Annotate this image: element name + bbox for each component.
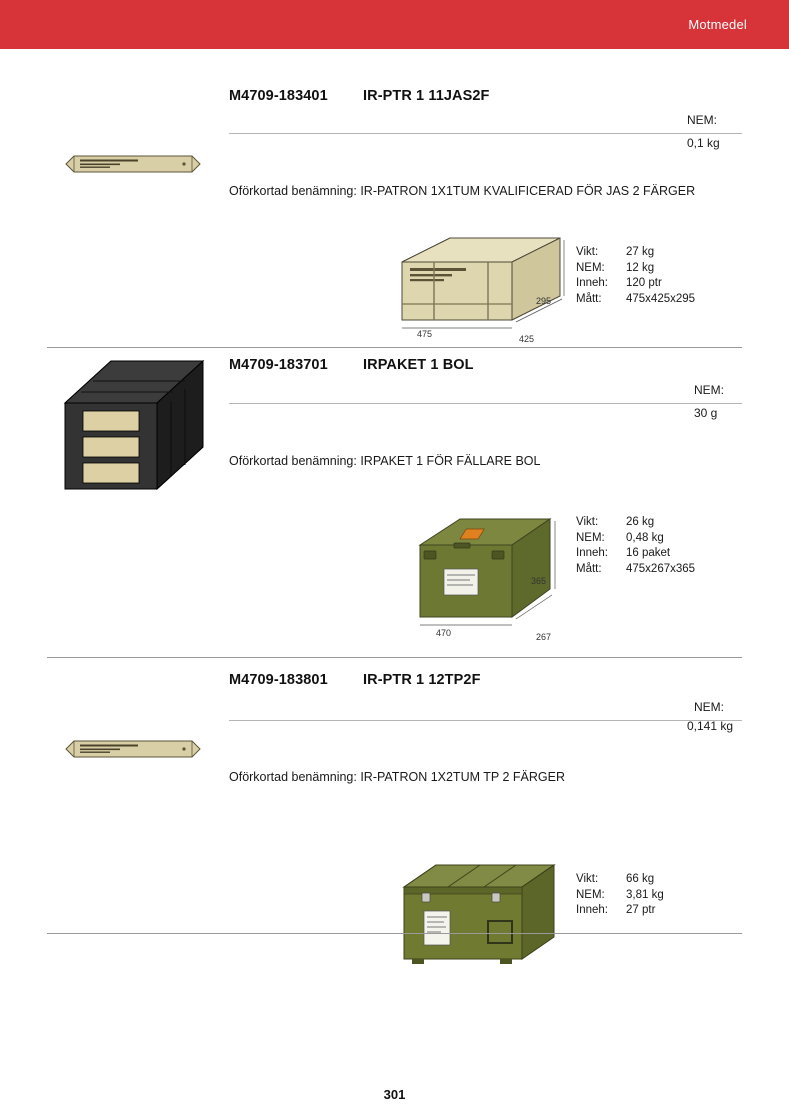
spec-key: Inneh: (576, 904, 608, 916)
nem-value: 0,141 kg (687, 719, 734, 733)
spec-row (576, 245, 695, 261)
catalog-entry (0, 49, 789, 347)
spec-value: 475x425x295 (626, 292, 696, 305)
packaging-illustration (392, 859, 577, 979)
nem-label: NEM: (694, 700, 724, 714)
spec-key: NEM: (576, 888, 605, 901)
spec-value: 27 kg (626, 246, 655, 258)
spec-key: Mått: (576, 562, 602, 575)
spec-value: 26 kg (626, 516, 655, 528)
spec-row (576, 546, 695, 562)
nem-value: 30 g (694, 406, 718, 420)
spec-row (576, 261, 695, 277)
dimension-depth: 267 (536, 632, 552, 642)
item-illustration (58, 142, 208, 182)
entry-divider (47, 933, 742, 934)
spec-key: NEM: (576, 531, 605, 544)
spec-value: 27 ptr (626, 904, 656, 916)
nem-value: 0,1 kg (687, 136, 720, 150)
spec-table (576, 515, 695, 577)
spec-value: 3,81 kg (626, 888, 664, 901)
dimension-width: 475 (417, 329, 433, 339)
nem-label: NEM: (687, 113, 717, 127)
entry-code: M4709-183701 (229, 357, 328, 373)
packaging-illustration (392, 234, 567, 339)
spec-key: Vikt: (576, 873, 599, 885)
spec-value: 16 paket (626, 547, 671, 559)
entry-name: IR-PTR 1 12TP2F (363, 672, 481, 688)
dimension-depth: 425 (519, 334, 535, 344)
dimension-width: 470 (436, 628, 452, 638)
entry-divider (47, 347, 742, 348)
packaging-illustration (400, 507, 575, 637)
entry-name: IR-PTR 1 11JAS2F (363, 88, 490, 104)
spec-table (576, 245, 695, 307)
spec-row (576, 903, 664, 919)
divider (229, 720, 742, 721)
spec-value: 66 kg (626, 873, 655, 885)
spec-row (576, 531, 695, 547)
entry-description: Oförkortad benämning: IRPAKET 1 FÖR FÄLLARE BOL (229, 454, 541, 468)
spec-value: 12 kg (626, 261, 655, 274)
spec-key: Vikt: (576, 516, 599, 528)
spec-key: Inneh: (576, 277, 608, 289)
catalog-entry (0, 657, 789, 937)
spec-value: 0,48 kg (626, 531, 664, 544)
divider (229, 403, 742, 404)
spec-key: Inneh: (576, 547, 608, 559)
spec-row (576, 515, 695, 531)
entry-divider (47, 657, 742, 658)
catalog-entry (0, 347, 789, 657)
spec-key: Mått: (576, 292, 602, 305)
spec-value: 120 ptr (626, 277, 662, 289)
dimension-height: 365 (531, 576, 547, 586)
nem-label: NEM: (694, 383, 724, 397)
spec-value: 475x267x365 (626, 562, 696, 575)
page-number: 301 (383, 1087, 406, 1102)
entry-code: M4709-183801 (229, 672, 328, 688)
header-title: Motmedel (688, 17, 747, 32)
header-bar (0, 0, 789, 49)
spec-row (576, 888, 664, 904)
spec-row (576, 872, 664, 888)
dimension-height: 295 (536, 296, 552, 306)
spec-row (576, 562, 695, 578)
spec-row (576, 292, 695, 308)
document-page (0, 49, 789, 1120)
divider (229, 133, 742, 134)
spec-key: Vikt: (576, 246, 599, 258)
spec-table (576, 872, 664, 919)
entry-name: IRPAKET 1 BOL (363, 357, 474, 373)
spec-key: NEM: (576, 261, 605, 274)
entry-description: Oförkortad benämning: IR-PATRON 1X1TUM KVALIFICERAD FÖR JAS 2 FÄRGER (229, 184, 696, 198)
entry-code: M4709-183401 (229, 88, 328, 104)
item-illustration (53, 355, 213, 495)
spec-row (576, 276, 695, 292)
item-illustration (58, 727, 208, 767)
entry-description: Oförkortad benämning: IR-PATRON 1X2TUM TP 2 FÄRGER (229, 770, 565, 784)
